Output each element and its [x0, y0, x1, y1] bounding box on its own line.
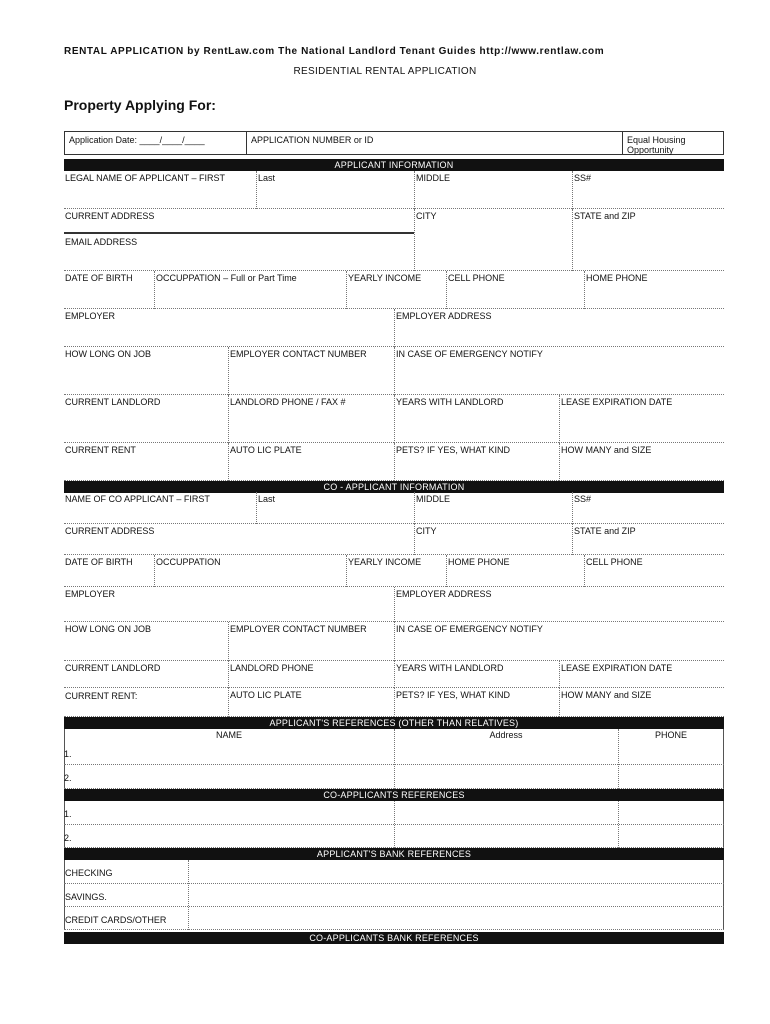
applicant-employer-field[interactable]: EMPLOYER [64, 309, 394, 347]
header-line: RENTAL APPLICATION by RentLaw.com The National Landlord Tenant Guides http://www.rentlaw.com [64, 46, 605, 57]
co-applicant-dob-field[interactable]: DATE OF BIRTH [64, 555, 154, 587]
section-co-applicant-references: CO-APPLICANTS REFERENCES [64, 789, 724, 801]
applicant-pets-count-field[interactable]: HOW MANY and SIZE [559, 443, 724, 481]
co-applicant-landlord-field[interactable]: CURRENT LANDLORD [64, 661, 228, 688]
co-applicant-home-phone-field[interactable]: HOME PHONE [446, 555, 584, 587]
applicant-occupation-field[interactable]: OCCUPPATION – Full or Part Time [154, 271, 346, 309]
references-phone-header: PHONE [654, 730, 687, 740]
application-date-field[interactable]: Application Date: ____/____/____ [65, 132, 247, 154]
section-applicant-bank-references: APPLICANT'S BANK REFERENCES [64, 848, 724, 860]
applicant-dob-field[interactable]: DATE OF BIRTH [64, 271, 154, 309]
applicant-cell-phone-field[interactable]: CELL PHONE [446, 271, 584, 309]
credit-cards-label: CREDIT CARDS/OTHER [65, 915, 167, 925]
applicant-last-name-field[interactable]: Last [256, 171, 414, 209]
co-applicant-employer-address-field[interactable]: EMPLOYER ADDRESS [394, 587, 724, 622]
co-applicant-lease-expiration-field[interactable]: LEASE EXPIRATION DATE [559, 661, 724, 688]
applicant-home-phone-field[interactable]: HOME PHONE [584, 271, 724, 309]
section-co-applicant-info: CO - APPLICANT INFORMATION [64, 481, 724, 493]
co-applicant-reference-row-1[interactable] [64, 801, 724, 825]
section-applicant-references: APPLICANT'S REFERENCES (OTHER THAN RELATIVES) [64, 717, 724, 729]
applicant-reference-row-1[interactable] [64, 741, 724, 765]
co-applicant-pets-field[interactable]: PETS? IF YES, WHAT KIND [394, 688, 559, 717]
checking-label: CHECKING [65, 868, 113, 878]
references-name-header: NAME [215, 730, 242, 740]
co-applicant-years-landlord-field[interactable]: YEARS WITH LANDLORD [394, 661, 559, 688]
section-co-applicant-bank-references: CO-APPLICANTS BANK REFERENCES [64, 932, 724, 944]
savings-label: SAVINGS. [65, 892, 107, 902]
bank-savings-row[interactable] [64, 884, 724, 907]
co-applicant-rent-field[interactable]: CURRENT RENT: [64, 688, 228, 717]
co-applicant-employer-contact-field[interactable]: EMPLOYER CONTACT NUMBER [228, 622, 394, 661]
co-applicant-middle-name-field[interactable]: MIDDLE [414, 492, 572, 524]
co-applicant-reference-row-2[interactable] [64, 825, 724, 848]
equal-housing-label: Equal Housing Opportunity [627, 135, 686, 155]
section-applicant-info: APPLICANT INFORMATION [64, 159, 724, 171]
applicant-address-field[interactable]: CURRENT ADDRESS [64, 209, 414, 234]
bank-checking-row[interactable] [64, 860, 724, 884]
row-number: 2. [64, 773, 72, 783]
applicant-email-field[interactable]: EMAIL ADDRESS [64, 235, 414, 271]
co-applicant-occupation-field[interactable]: OCCUPPATION [154, 555, 346, 587]
co-applicant-income-field[interactable]: YEARLY INCOME [346, 555, 446, 587]
co-applicant-plate-field[interactable]: AUTO LIC PLATE [228, 688, 394, 717]
applicant-income-field[interactable]: YEARLY INCOME [346, 271, 446, 309]
applicant-pets-field[interactable]: PETS? IF YES, WHAT KIND [394, 443, 559, 481]
row-number: 1. [64, 809, 72, 819]
applicant-lease-expiration-field[interactable]: LEASE EXPIRATION DATE [559, 395, 724, 443]
applicant-how-long-field[interactable]: HOW LONG ON JOB [64, 347, 228, 395]
co-applicant-state-zip-field[interactable]: STATE and ZIP [572, 524, 724, 555]
co-applicant-city-field[interactable]: CITY [414, 524, 572, 555]
bank-credit-row[interactable] [64, 907, 724, 930]
co-applicant-first-name-field[interactable]: NAME OF CO APPLICANT – FIRST [64, 492, 256, 524]
applicant-emergency-field[interactable]: IN CASE OF EMERGENCY NOTIFY [394, 347, 724, 395]
co-applicant-address-field[interactable]: CURRENT ADDRESS [64, 524, 414, 555]
co-applicant-landlord-phone-field[interactable]: LANDLORD PHONE [228, 661, 394, 688]
applicant-reference-row-2[interactable] [64, 765, 724, 789]
application-number-field[interactable]: APPLICATION NUMBER or ID [247, 132, 623, 154]
application-header-row [64, 131, 724, 155]
applicant-landlord-field[interactable]: CURRENT LANDLORD [64, 395, 228, 443]
applicant-first-name-field[interactable]: LEGAL NAME OF APPLICANT – FIRST [64, 171, 256, 209]
property-applying-label: Property Applying For: [64, 97, 216, 113]
applicant-landlord-phone-field[interactable]: LANDLORD PHONE / FAX # [228, 395, 394, 443]
references-address-header: Address [489, 730, 523, 740]
applicant-state-zip-field[interactable]: STATE and ZIP [572, 209, 724, 271]
applicant-city-field[interactable]: CITY [414, 209, 572, 271]
form-title: RESIDENTIAL RENTAL APPLICATION [293, 66, 477, 77]
co-applicant-emergency-field[interactable]: IN CASE OF EMERGENCY NOTIFY [394, 622, 724, 661]
co-applicant-ss-field[interactable]: SS# [572, 492, 724, 524]
applicant-ss-field[interactable]: SS# [572, 171, 724, 209]
applicant-employer-contact-field[interactable]: EMPLOYER CONTACT NUMBER [228, 347, 394, 395]
row-number: 2. [64, 833, 72, 843]
applicant-years-landlord-field[interactable]: YEARS WITH LANDLORD [394, 395, 559, 443]
co-applicant-employer-field[interactable]: EMPLOYER [64, 587, 394, 622]
row-number: 1. [64, 749, 72, 759]
co-applicant-last-name-field[interactable]: Last [256, 492, 414, 524]
co-applicant-pets-count-field[interactable]: HOW MANY and SIZE [559, 688, 724, 717]
applicant-middle-name-field[interactable]: MIDDLE [414, 171, 572, 209]
applicant-rent-field[interactable]: CURRENT RENT [64, 443, 228, 481]
co-applicant-cell-phone-field[interactable]: CELL PHONE [584, 555, 724, 587]
co-applicant-how-long-field[interactable]: HOW LONG ON JOB [64, 622, 228, 661]
applicant-plate-field[interactable]: AUTO LIC PLATE [228, 443, 394, 481]
applicant-employer-address-field[interactable]: EMPLOYER ADDRESS [394, 309, 724, 347]
